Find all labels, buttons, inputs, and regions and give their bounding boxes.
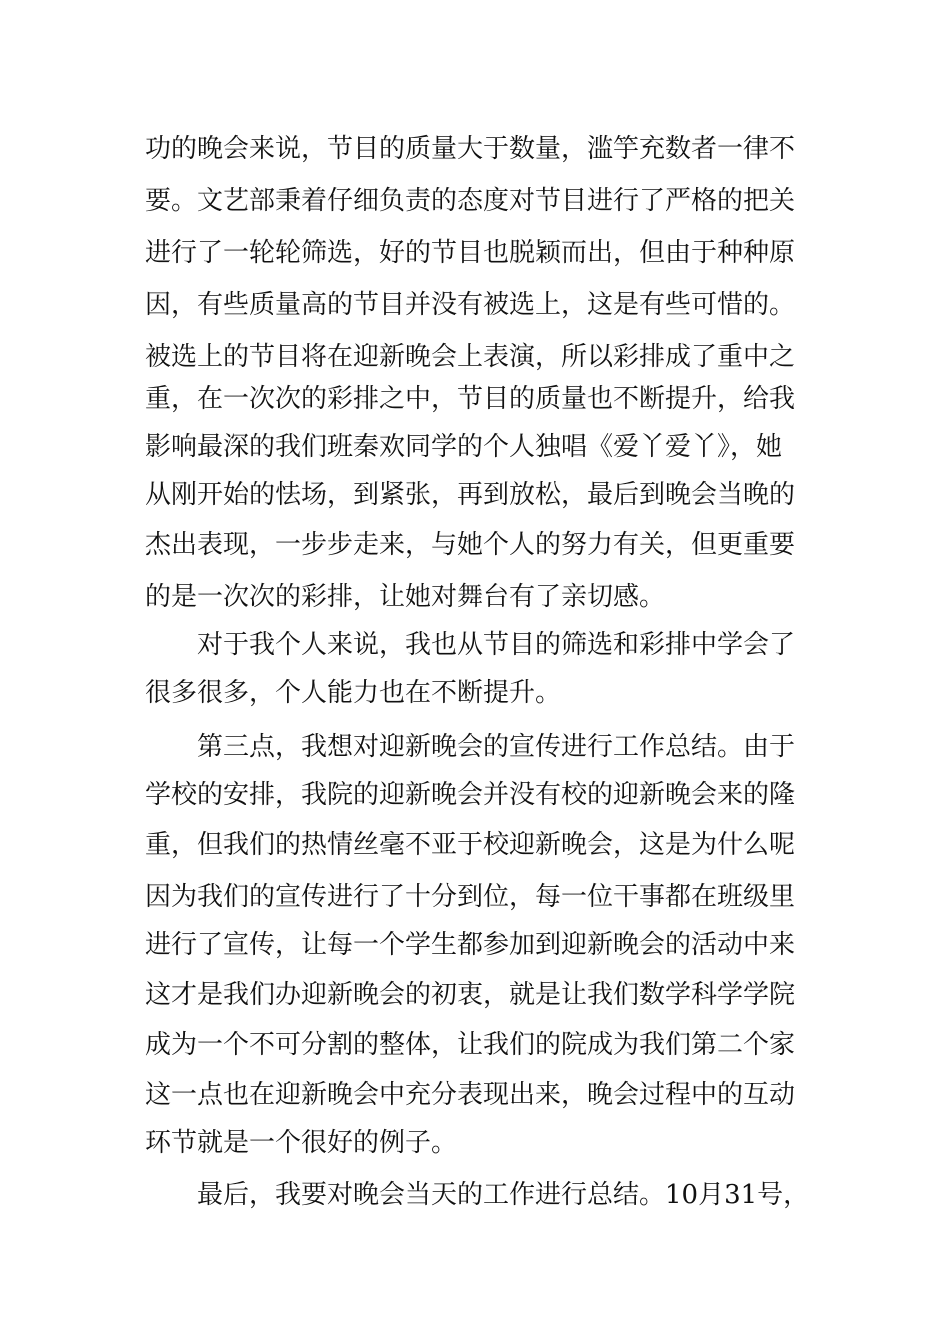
- text-line: 功的晚会来说，节目的质量大于数量，滥竽充数者一律不: [145, 134, 796, 164]
- text-line: 重，在一次次的彩排之中，节目的质量也不断提升，给我: [145, 384, 796, 414]
- text-line: 影响最深的我们班秦欢同学的个人独唱《爱丫爱丫》，她: [145, 432, 783, 462]
- text-line: 很多很多，个人能力也在不断提升。: [145, 678, 562, 708]
- text-line: 最后，我要对晚会当天的工作进行总结。10月31号，: [197, 1180, 810, 1210]
- text-line: 对于我个人来说，我也从节目的筛选和彩排中学会了: [197, 630, 796, 660]
- text-line: 这才是我们办迎新晚会的初衷，就是让我们数学科学学院: [145, 980, 796, 1010]
- text-line: 这一点也在迎新晚会中充分表现出来，晚会过程中的互动: [145, 1080, 796, 1110]
- text-line: 进行了宣传，让每一个学生都参加到迎新晚会的活动中来: [145, 930, 796, 960]
- text-line: 成为一个不可分割的整体，让我们的院成为我们第二个家: [145, 1030, 796, 1060]
- text-line: 学校的安排，我院的迎新晚会并没有校的迎新晚会来的隆: [145, 780, 796, 810]
- text-line: 因，有些质量高的节目并没有被选上，这是有些可惜的。: [145, 290, 796, 320]
- text-line: 从刚开始的怯场，到紧张，再到放松，最后到晚会当晚的: [145, 480, 796, 510]
- text-line: 重，但我们的热情丝毫不亚于校迎新晚会，这是为什么呢: [145, 830, 796, 860]
- text-line: 环节就是一个很好的例子。: [145, 1128, 458, 1158]
- text-line: 被选上的节目将在迎新晚会上表演，所以彩排成了重中之: [145, 342, 796, 372]
- text-line: 进行了一轮轮筛选，好的节目也脱颖而出，但由于种种原: [145, 238, 796, 268]
- text-line: 杰出表现，一步步走来，与她个人的努力有关，但更重要: [145, 530, 796, 560]
- text-line: 的是一次次的彩排，让她对舞台有了亲切感。: [145, 582, 666, 612]
- text-line: 因为我们的宣传进行了十分到位，每一位干事都在班级里: [145, 882, 796, 912]
- text-line: 第三点，我想对迎新晚会的宣传进行工作总结。由于: [197, 732, 796, 762]
- text-line: 要。文艺部秉着仔细负责的态度对节目进行了严格的把关: [145, 186, 796, 216]
